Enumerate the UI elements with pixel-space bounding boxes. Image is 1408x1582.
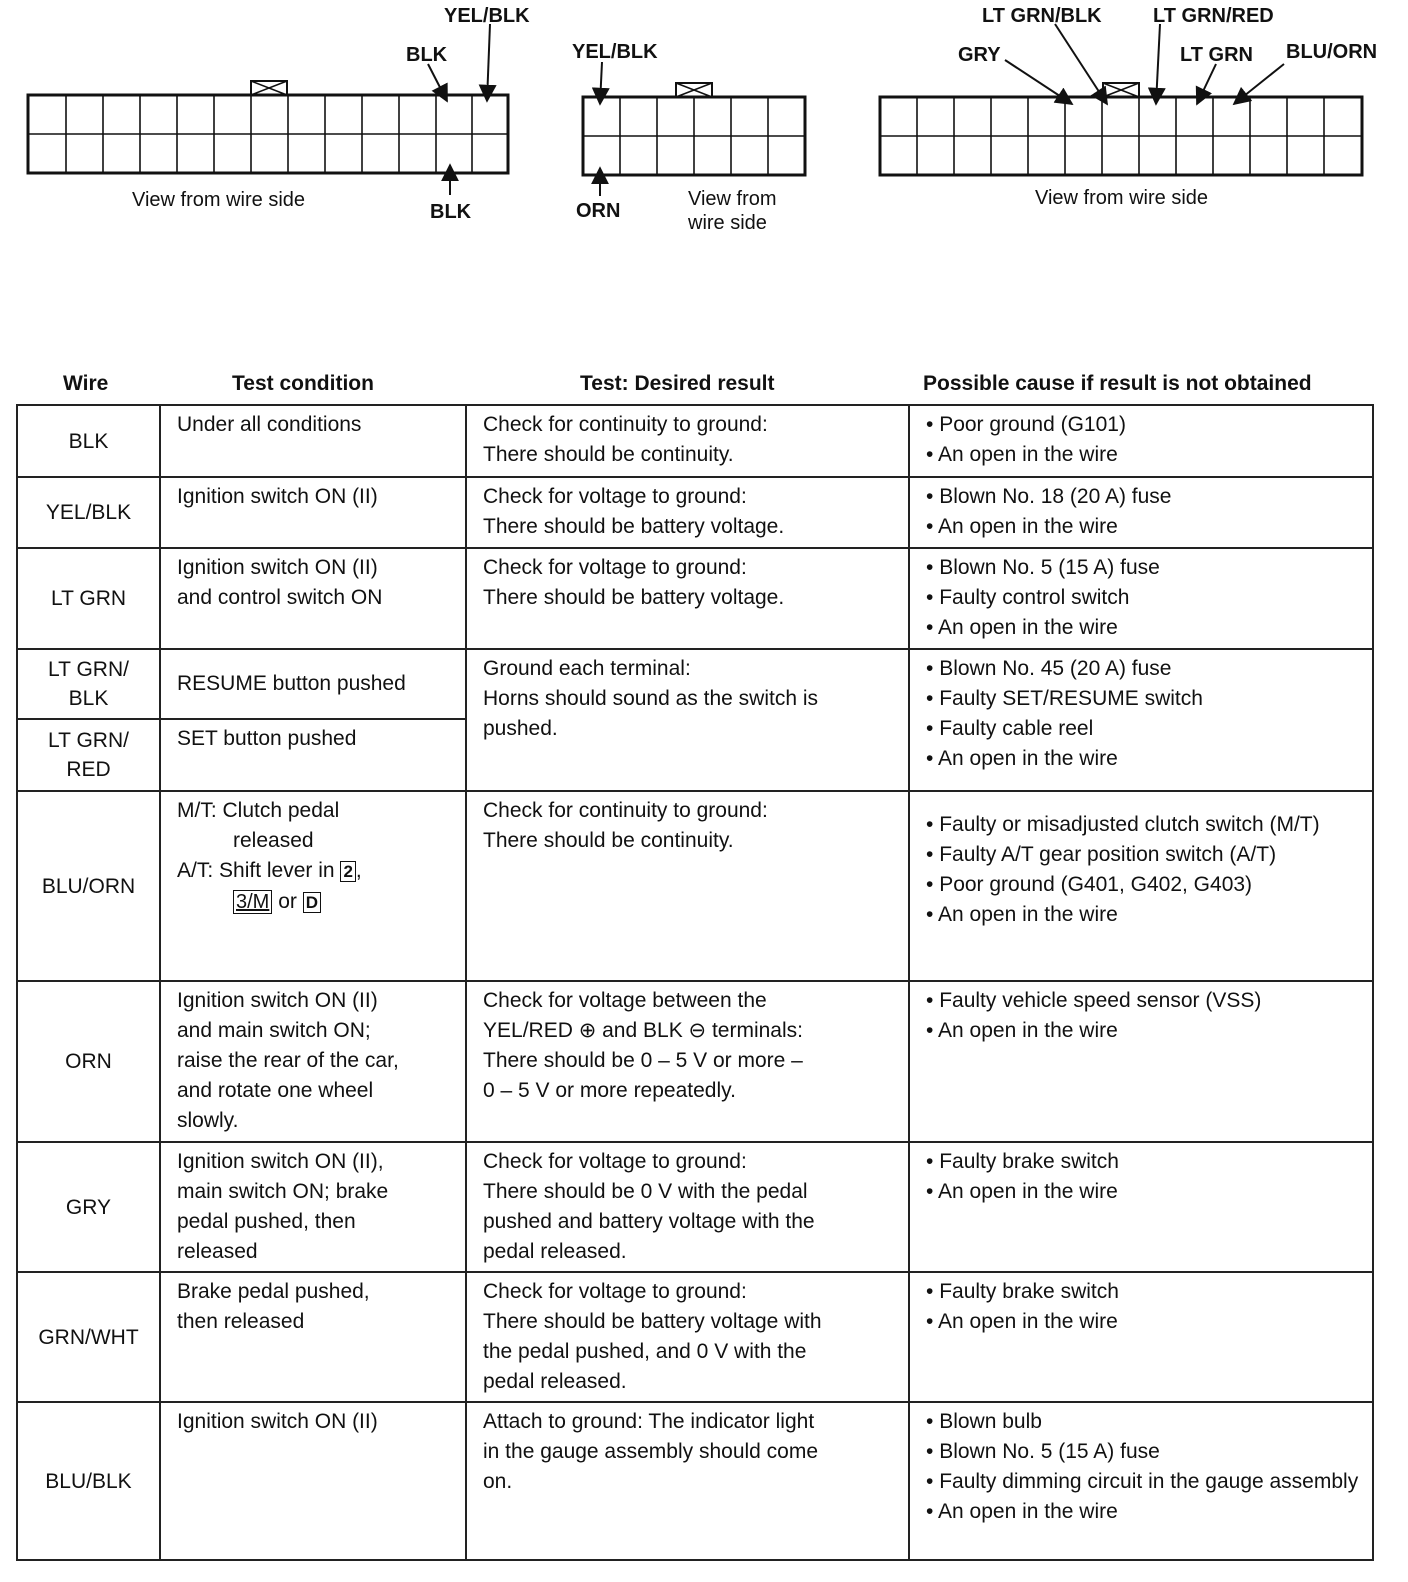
label-gry: GRY [958,44,1001,66]
caption-middle-line2: wire side [688,212,767,234]
connector-diagrams [0,0,1408,260]
cause-cell: • Faulty or misadjusted clutch switch (M/T) • Faulty A/T gear position switch (A/T) • Poor ground (G401, G402, G403) • An open in the wire [909,791,1373,981]
cause-cell: • Faulty brake switch • An open in the wire [909,1272,1373,1402]
wire-cell: GRN/WHT [17,1272,160,1402]
table-row [17,1142,1373,1272]
label-yel-blk-left: YEL/BLK [444,5,530,27]
caption-left: View from wire side [132,189,306,211]
connector-right [880,83,1362,175]
connector-left [28,81,508,173]
gear-d-box: D [303,892,321,913]
label-orn-middle: ORN [576,200,621,222]
table-row [17,405,1373,477]
condition-cell: Ignition switch ON (II) [160,477,466,548]
wire-cell: LT GRN/ BLK [17,649,160,719]
gear-2-box: 2 [340,861,355,882]
caption-middle-line1: View from [688,188,777,210]
table-row [17,1272,1373,1402]
connector-middle [583,83,805,175]
result-cell: Check for voltage to ground: There should be battery voltage. [466,548,909,649]
cause-cell: • Faulty brake switch • An open in the wire [909,1142,1373,1272]
condition-cell: Brake pedal pushed, then released [160,1272,466,1402]
cause-cell: • Poor ground (G101) • An open in the wire [909,405,1373,477]
wire-cell: BLK [17,405,160,477]
label-blk-top-left: BLK [406,44,448,66]
gear-3m-box: 3/M [233,890,272,914]
header-condition: Test condition [232,372,374,395]
cause-cell: • Faulty vehicle speed sensor (VSS) • An open in the wire [909,981,1373,1142]
result-cell: Check for continuity to ground: There should be continuity. [466,405,909,477]
header-wire: Wire [63,372,109,395]
table-row [17,1402,1373,1560]
condition-cell: Ignition switch ON (II) [160,1402,466,1560]
label-lt-grn-red: LT GRN/RED [1153,5,1274,27]
label-lt-grn: LT GRN [1180,44,1253,66]
wire-cell: BLU/BLK [17,1402,160,1560]
result-cell: Check for voltage to ground: There should be battery voltage with the pedal pushed, and 0 V with the pedal released. [466,1272,909,1402]
wire-cell: ORN [17,981,160,1142]
table-row [17,981,1373,1142]
table-header [16,368,1372,402]
cause-cell: • Blown No. 45 (20 A) fuse • Faulty SET/RESUME switch • Faulty cable reel • An open in the wire [909,649,1373,791]
wire-cell: LT GRN [17,548,160,649]
result-cell: Check for voltage between the YEL/RED ⊕ and BLK ⊖ terminals: There should be 0 – 5 V or more – 0 – 5 V or more repeatedly. [466,981,909,1142]
wire-cell: BLU/ORN [17,791,160,981]
result-cell: Check for voltage to ground: There should be 0 V with the pedal pushed and battery voltage with the pedal released. [466,1142,909,1272]
wire-cell: LT GRN/ RED [17,719,160,791]
table-row [17,548,1373,649]
result-cell: Check for voltage to ground: There should be battery voltage. [466,477,909,548]
cause-cell: • Blown No. 18 (20 A) fuse • An open in the wire [909,477,1373,548]
caption-right: View from wire side [1035,187,1209,209]
condition-cell: Under all conditions [160,405,466,477]
label-blu-orn: BLU/ORN [1286,41,1378,63]
cause-cell: • Blown No. 5 (15 A) fuse • Faulty control switch • An open in the wire [909,548,1373,649]
table-row [17,477,1373,548]
condition-cell: SET button pushed [160,719,466,791]
condition-cell: RESUME button pushed [160,649,466,719]
header-result: Test: Desired result [580,372,775,395]
wire-test-table [16,404,1374,1561]
label-blk-bottom-left: BLK [430,201,472,223]
result-cell: Ground each terminal: Horns should sound as the switch is pushed. [466,649,909,791]
condition-cell: Ignition switch ON (II) and control switch ON [160,548,466,649]
table-row [17,649,1373,719]
wire-cell: GRY [17,1142,160,1272]
label-yel-blk-middle: YEL/BLK [572,41,658,63]
header-cause: Possible cause if result is not obtained [923,372,1312,395]
condition-cell: M/T: Clutch pedal released A/T: Shift lever in 2 , 3/M or D [160,791,466,981]
wire-cell: YEL/BLK [17,477,160,548]
result-cell: Attach to ground: The indicator light in the gauge assembly should come on. [466,1402,909,1560]
label-lt-grn-blk: LT GRN/BLK [982,5,1102,27]
condition-cell: Ignition switch ON (II) and main switch ON; raise the rear of the car, and rotate one wheel slowly. [160,981,466,1142]
cause-cell: • Blown bulb • Blown No. 5 (15 A) fuse • Faulty dimming circuit in the gauge assembly • An open in the wire [909,1402,1373,1560]
condition-cell: Ignition switch ON (II), main switch ON; brake pedal pushed, then released [160,1142,466,1272]
result-cell: Check for continuity to ground: There should be continuity. [466,791,909,981]
table-row [17,791,1373,981]
